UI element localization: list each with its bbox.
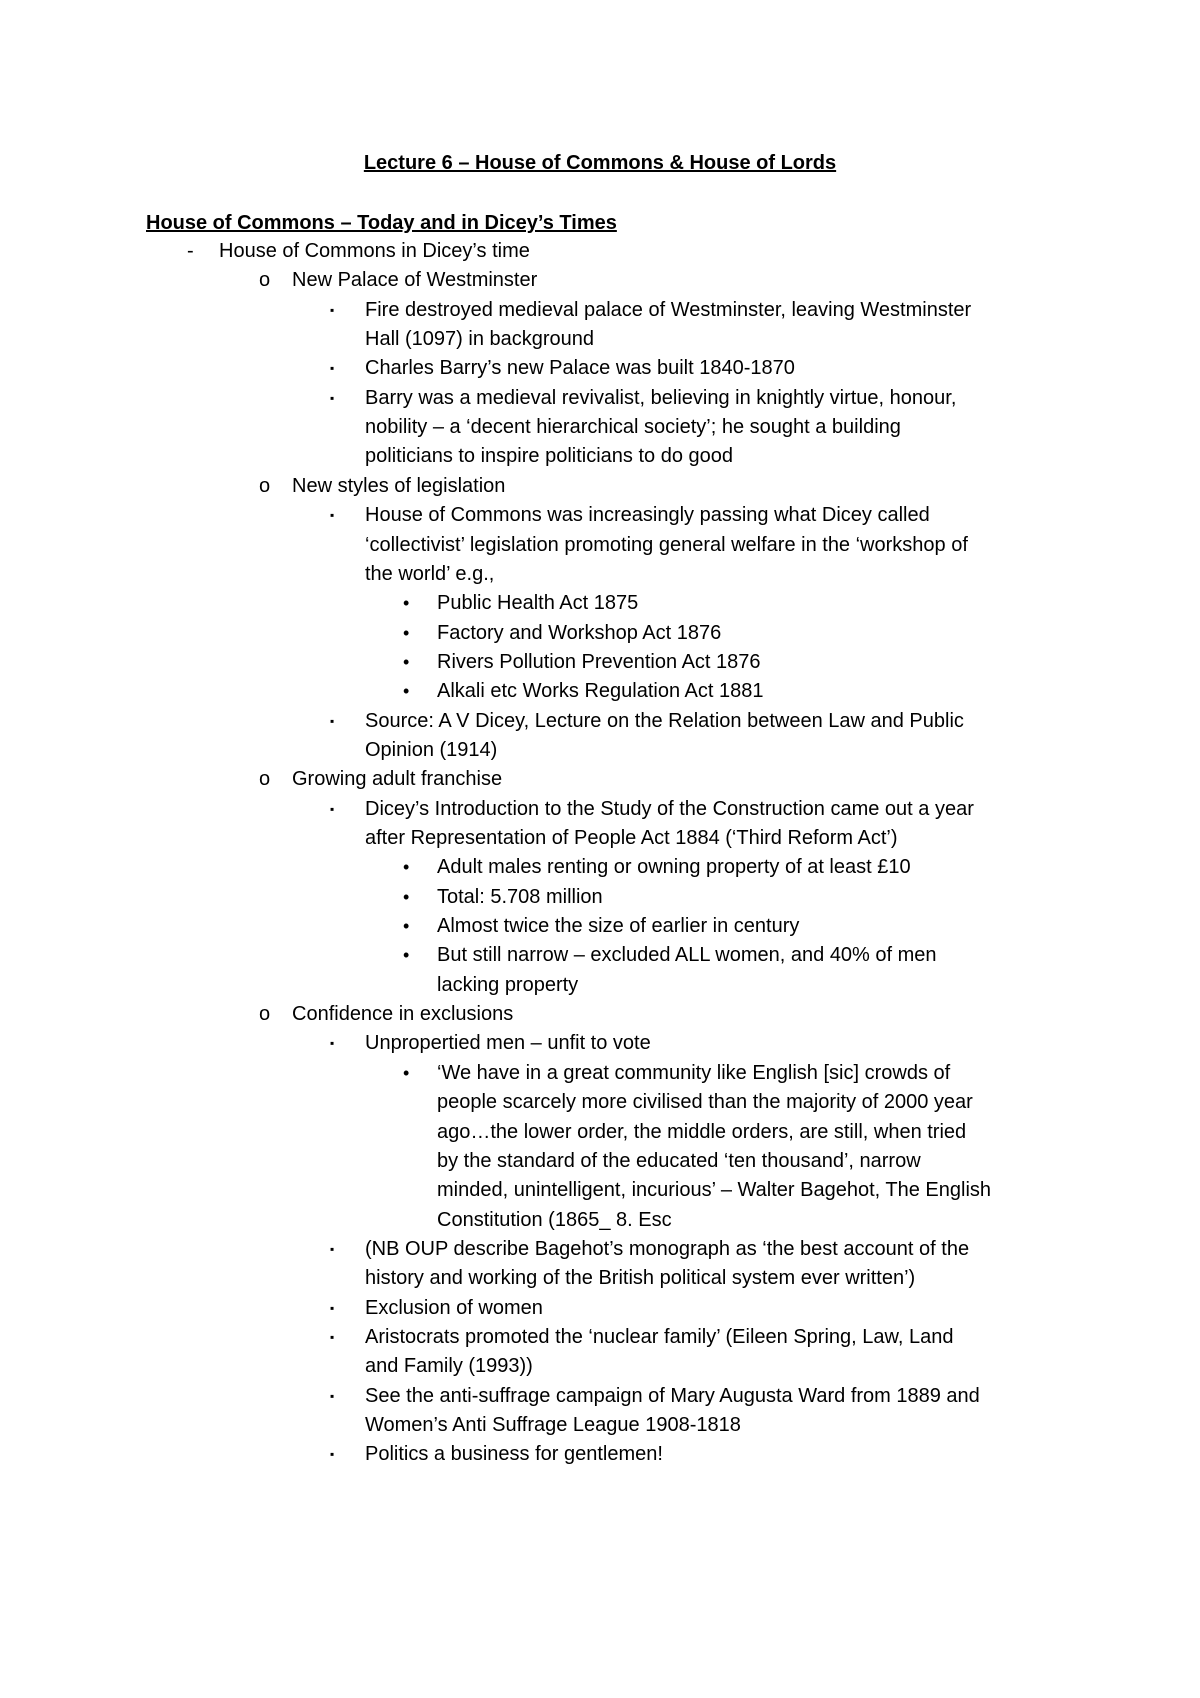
square-bullet-icon: ▪	[330, 1036, 335, 1051]
list-item-text: ago…the lower order, the middle orders, are still, when tried	[437, 1120, 967, 1143]
list-item-text: But still narrow – excluded ALL women, and 40% of men	[437, 944, 937, 967]
list-item-text: House of Commons was increasingly passing what Dicey called	[365, 504, 930, 527]
list-item-text: after Representation of People Act 1884 (‘Third Reform Act’)	[365, 827, 898, 849]
list-item-text: Unpropertied men – unfit to vote	[365, 1032, 651, 1055]
round-bullet-icon: •	[403, 857, 410, 878]
list-item-text: Dicey’s Introduction to the Study of the Construction came out a year	[365, 797, 974, 820]
list-item-text: ‘We have in a great community like English [sic] crowds of	[437, 1061, 951, 1084]
round-bullet-icon: •	[403, 651, 410, 672]
square-bullet-icon: ▪	[330, 1388, 335, 1403]
round-bullet-icon: •	[403, 1062, 410, 1083]
list-item-text: Confidence in exclusions	[292, 1003, 514, 1026]
circle-bullet: o	[259, 474, 271, 497]
list-item-text: history and working of the British political system ever written’)	[365, 1267, 916, 1290]
list-item-text: Alkali etc Works Regulation Act 1881	[437, 680, 764, 703]
list-item-text: See the anti-suffrage campaign of Mary Augusta Ward from 1889 and	[365, 1384, 980, 1407]
list-item-text: Exclusion of women	[365, 1296, 543, 1319]
round-bullet-icon: •	[403, 622, 410, 643]
list-item-text: Charles Barry’s new Palace was built 1840-1870	[365, 357, 795, 380]
list-item-text: New Palace of Westminster	[292, 269, 538, 292]
square-bullet-icon: ▪	[330, 302, 335, 317]
square-bullet-icon: ▪	[330, 1329, 335, 1344]
square-bullet-icon: ▪	[330, 1447, 335, 1462]
square-bullet-icon: ▪	[330, 361, 335, 376]
square-bullet-icon: ▪	[330, 508, 335, 523]
round-bullet-icon: •	[403, 593, 410, 614]
list-item-text: politicians to inspire politicians to do good	[365, 445, 733, 468]
list-item-text: and Family (1993))	[365, 1355, 533, 1378]
round-bullet-icon: •	[403, 886, 410, 907]
list-item-text: Factory and Workshop Act 1876	[437, 621, 722, 644]
list-item-text: Almost twice the size of earlier in century	[437, 915, 800, 938]
round-bullet-icon: •	[403, 945, 410, 966]
round-bullet-icon: •	[403, 916, 410, 937]
list-item-text: Constitution (1865_ 8. Esc	[437, 1208, 672, 1231]
list-item-text: the world’ e.g.,	[365, 562, 495, 585]
list-item-text: Barry was a medieval revivalist, believing in knightly virtue, honour,	[365, 386, 957, 409]
list-item-text: Total: 5.708 million	[437, 885, 603, 908]
list-item-text: Politics a business for gentlemen!	[365, 1443, 663, 1466]
list-item-text: Hall (1097) in background	[365, 328, 595, 351]
square-bullet-icon: ▪	[330, 1300, 335, 1315]
list-item-text: people scarcely more civilised than the majority of 2000 year	[437, 1091, 973, 1114]
list-item-text: Source: A V Dicey, Lecture on the Relation between Law and Public	[365, 709, 964, 732]
round-bullet-icon: •	[403, 681, 410, 702]
list-item-text: Growing adult franchise	[292, 768, 503, 791]
list-item-text: lacking property	[437, 973, 579, 996]
list-item-text: Aristocrats promoted the ‘nuclear family’ (Eileen Spring, Law, Land	[365, 1325, 954, 1348]
circle-bullet: o	[259, 768, 271, 791]
circle-bullet: o	[259, 269, 271, 292]
list-item-text: minded, unintelligent, incurious’ – Walter Bagehot, The English	[437, 1179, 992, 1202]
list-item-text: (NB OUP describe Bagehot’s monograph as ‘the best account of the	[365, 1237, 970, 1260]
list-item-text: House of Commons in Dicey’s time	[219, 240, 530, 262]
square-bullet-icon: ▪	[330, 801, 335, 816]
list-item-text: Rivers Pollution Prevention Act 1876	[437, 650, 761, 673]
list-item-text: nobility – a ‘decent hierarchical society’; he sought a building	[365, 416, 901, 439]
section-heading: House of Commons – Today and in Dicey’s Times	[146, 212, 617, 234]
square-bullet-icon: ▪	[330, 713, 335, 728]
dash-bullet: -	[187, 240, 194, 262]
square-bullet-icon: ▪	[330, 1241, 335, 1256]
list-item-text: Public Health Act 1875	[437, 592, 639, 615]
list-item-text: Opinion (1914)	[365, 738, 498, 761]
list-item-text: by the standard of the educated ‘ten thousand’, narrow	[437, 1149, 921, 1172]
list-item-text: Women’s Anti Suffrage League 1908-1818	[365, 1414, 741, 1436]
list-item-text: Fire destroyed medieval palace of Westminster, leaving Westminster	[365, 298, 972, 321]
document-title: Lecture 6 – House of Commons & House of Lords	[363, 152, 837, 174]
circle-bullet: o	[259, 1003, 271, 1026]
list-item-text: ‘collectivist’ legislation promoting general welfare in the ‘workshop of	[365, 533, 968, 556]
list-item-text: New styles of legislation	[292, 474, 506, 497]
list-item-text: Adult males renting or owning property of at least £10	[437, 856, 911, 879]
square-bullet-icon: ▪	[330, 390, 335, 405]
